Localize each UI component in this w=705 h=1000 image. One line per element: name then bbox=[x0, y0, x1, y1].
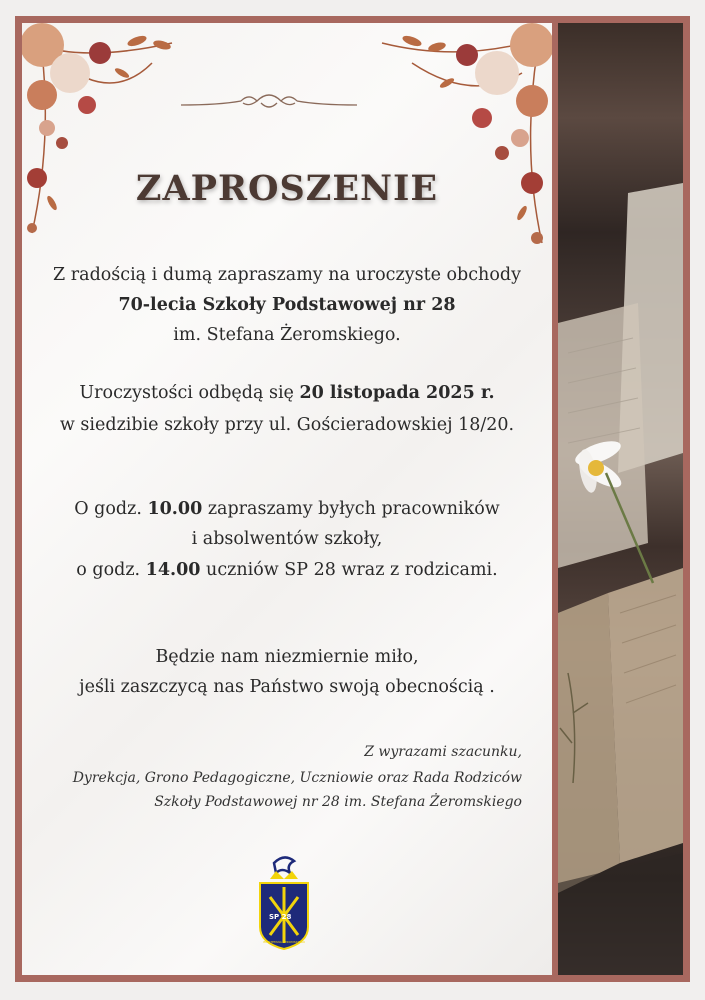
ornament-divider-icon bbox=[179, 91, 359, 115]
floral-corner-left-icon bbox=[22, 23, 192, 253]
logo-ribbon: IM. STEFANA ŻEROMSKIEGO bbox=[262, 940, 306, 944]
school-logo bbox=[256, 853, 312, 957]
schedule-line-1: O godz. 10.00 zapraszamy byłych pracowników bbox=[74, 499, 500, 519]
schedule-line-2: i absolwentów szkoły, bbox=[191, 529, 383, 549]
ceremony-date: 20 listopada 2025 r. bbox=[299, 383, 495, 403]
closing-line-1: Będzie nam niezmiernie miło, bbox=[155, 647, 419, 667]
floral-corner-right-icon bbox=[372, 23, 552, 258]
signature-line-2: Dyrekcja, Grono Pedagogiczne, Uczniowie oraz Rada Rodziców bbox=[72, 770, 522, 786]
page-title: ZAPROSZENIE bbox=[135, 168, 439, 209]
ceremony-line-2: w siedzibie szkoły przy ul. Gościeradowskiej 18/20. bbox=[59, 415, 515, 435]
ceremony-line-1: Uroczystości odbędą się 20 listopada 2025 r. bbox=[79, 383, 495, 403]
intro-line-1: Z radością i dumą zapraszamy na uroczyste obchody bbox=[53, 265, 521, 285]
schedule-time-2: 14.00 bbox=[145, 560, 201, 580]
intro-line-2: 70-lecia Szkoły Podstawowej nr 28 bbox=[118, 295, 456, 315]
logo-text: SP 28 bbox=[269, 913, 292, 921]
intro-line-3: im. Stefana Żeromskiego. bbox=[173, 325, 401, 345]
signature-line-1: Z wyrazami szacunku, bbox=[364, 744, 522, 760]
signature-line-3: Szkoły Podstawowej nr 28 im. Stefana Żeromskiego bbox=[154, 794, 522, 810]
books-photo bbox=[558, 23, 683, 975]
invitation-paper bbox=[22, 23, 552, 975]
schedule-time-1: 10.00 bbox=[147, 499, 203, 519]
closing-line-2: jeśli zaszczycą nas Państwo swoją obecnością . bbox=[79, 677, 495, 697]
schedule-line-3: o godz. 14.00 uczniów SP 28 wraz z rodzicami. bbox=[76, 560, 498, 580]
